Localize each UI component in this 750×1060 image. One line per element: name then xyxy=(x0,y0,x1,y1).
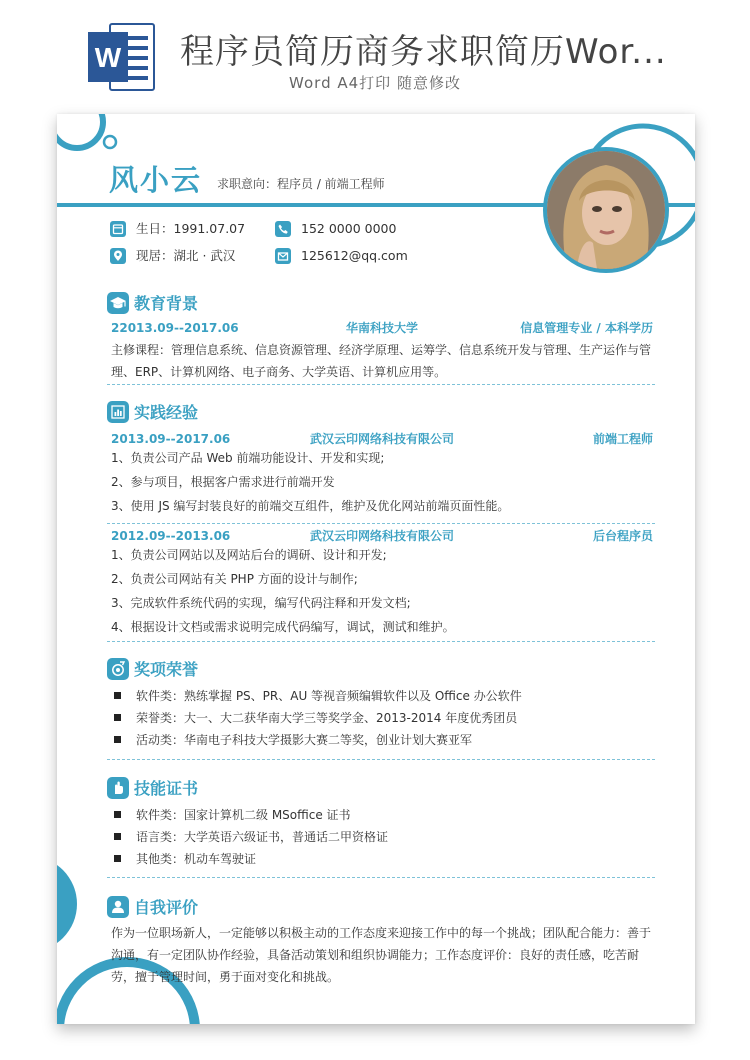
job-period: 2012.09--2013.06 xyxy=(111,529,231,543)
divider xyxy=(107,641,655,642)
job-intent: 求职意向：程序员 / 前端工程师 xyxy=(217,177,385,191)
education-title: 教育背景 xyxy=(134,294,199,313)
education-school: 华南科技大学 xyxy=(345,321,418,335)
awards-title: 奖项荣誉 xyxy=(134,660,199,679)
list-item: 1、负责公司产品 Web 前端功能设计、开发和实现; xyxy=(111,451,385,465)
user-icon xyxy=(107,896,129,918)
awards-section-header xyxy=(107,657,198,681)
skill-text: 其他类：机动车驾驶证 xyxy=(136,852,257,866)
skill-text: 语言类：大学英语六级证书，普通话二甲资格证 xyxy=(136,830,389,844)
self-eval-text: 作为一位职场新人，一定能够以积极主动的工作态度来迎接工作中的每一个挑战；团队配合能力：善于沟通，有一定团队协作经验，具备活动策划和组织协调能力；工作态度评价：良好的责任感，吃苦耐劳，擅于管理时间，勇于面对变化和挑战。 xyxy=(111,926,652,984)
banner xyxy=(0,0,750,110)
education-section-header xyxy=(107,291,198,315)
residence-text: 现居：湖北 · 武汉 xyxy=(136,248,236,263)
calendar-icon xyxy=(110,221,126,237)
list-item: 2、参与项目，根据客户需求进行前端开发 xyxy=(111,475,335,489)
education-courses: 主修课程：管理信息系统、信息资源管理、经济学原理、运筹学、信息系统开发与管理、生产运作与管理、ERP、计算机网络、电子商务、大学英语、计算机应用等。 xyxy=(111,343,652,379)
skills-list xyxy=(114,804,662,870)
phone-field xyxy=(275,220,396,238)
list-item: 3、使用 JS 编写封装良好的前端交互组件，维护及优化网站前端页面性能。 xyxy=(111,499,510,513)
self-eval-title: 自我评价 xyxy=(134,898,199,917)
location-icon xyxy=(110,248,126,264)
svg-text:W: W xyxy=(94,42,122,73)
awards-list xyxy=(114,685,662,751)
skills-section-header xyxy=(107,776,198,800)
residence-field xyxy=(110,247,235,265)
list-item xyxy=(114,729,662,751)
award-text: 软件类：熟练掌握 PS、PR、AU 等视音频编辑软件以及 Office 办公软件 xyxy=(136,689,522,703)
education-major: 信息管理专业 / 本科学历 xyxy=(520,321,653,335)
education-period: 22013.09--2017.06 xyxy=(111,321,239,335)
job-role: 前端工程师 xyxy=(592,432,653,446)
list-item: 1、负责公司网站以及网站后台的调研、设计和开发; xyxy=(111,548,387,562)
candidate-name: 风小云 xyxy=(109,163,203,197)
job-period: 2013.09--2017.06 xyxy=(111,432,231,446)
self-eval-section-header xyxy=(107,895,198,919)
graduation-cap-icon xyxy=(107,292,129,314)
email-text: 125612@qq.com xyxy=(301,248,408,263)
job-duties xyxy=(111,543,659,639)
list-item: 2、负责公司网站有关 PHP 方面的设计与制作; xyxy=(111,572,358,586)
award-text: 活动类：华南电子科技大学摄影大赛二等奖，创业计划大赛亚军 xyxy=(136,733,473,747)
avatar xyxy=(543,147,669,273)
resume-page xyxy=(57,114,695,1024)
list-item xyxy=(114,685,662,707)
list-item xyxy=(114,848,662,870)
email-icon xyxy=(275,248,291,264)
award-icon xyxy=(107,658,129,680)
skill-text: 软件类：国家计算机二级 MSoffice 证书 xyxy=(136,808,351,822)
education-row xyxy=(111,319,653,337)
birthday-text: 生日：1991.07.07 xyxy=(136,221,246,236)
job-company: 武汉云印网络科技有限公司 xyxy=(309,432,454,446)
banner-title: 程序员简历商务求职简历Wor... xyxy=(180,32,667,72)
divider xyxy=(107,759,655,760)
divider xyxy=(107,384,655,385)
award-text: 荣誉类：大一、大二获华南大学三等奖学金、2013-2014 年度优秀团员 xyxy=(136,711,518,725)
list-item xyxy=(114,804,662,826)
phone-icon xyxy=(275,221,291,237)
skills-title: 技能证书 xyxy=(134,779,199,798)
birthday-field xyxy=(110,220,245,238)
phone-text: 152 0000 0000 xyxy=(301,221,397,236)
experience-section-header xyxy=(107,400,198,424)
job-duties xyxy=(111,446,659,518)
chart-icon xyxy=(107,401,129,423)
list-item xyxy=(114,707,662,729)
divider xyxy=(107,877,655,878)
list-item: 3、完成软件系统代码的实现，编写代码注释和开发文档; xyxy=(111,596,411,610)
divider xyxy=(107,523,655,524)
email-field xyxy=(275,247,408,265)
job-role: 后台程序员 xyxy=(592,529,653,543)
hand-icon xyxy=(107,777,129,799)
list-item xyxy=(114,826,662,848)
experience-title: 实践经验 xyxy=(134,403,199,422)
list-item: 4、根据设计文档或需求说明完成代码编写，调试，测试和维护。 xyxy=(111,620,455,634)
banner-subtitle: Word A4打印 随意修改 xyxy=(289,74,461,92)
job-company: 武汉云印网络科技有限公司 xyxy=(309,529,454,543)
